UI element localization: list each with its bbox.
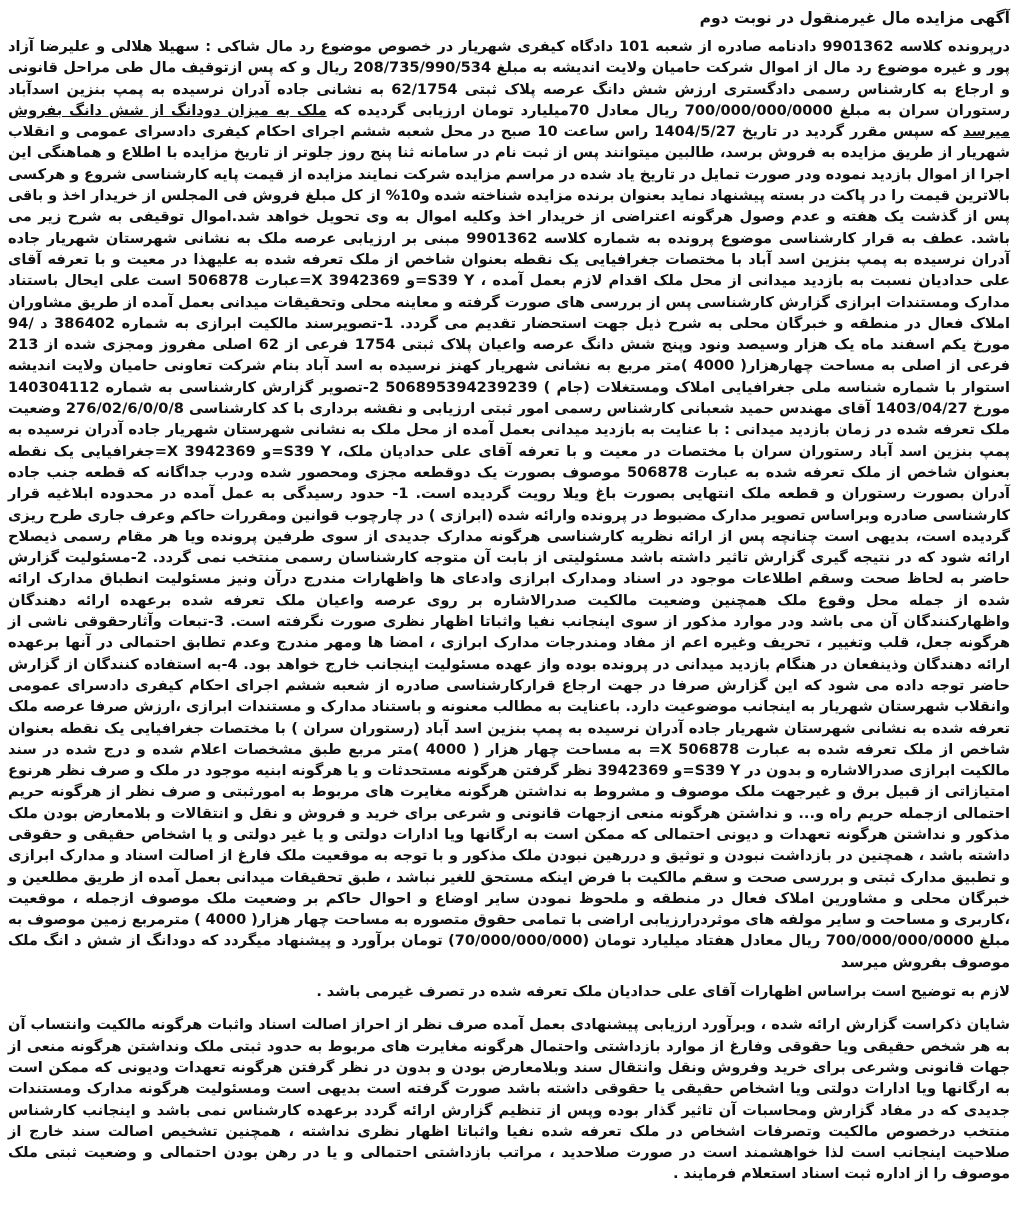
- disclaimer-paragraph: شایان ذکراست گزارش ارائه شده ، وبرآورد ارزیابی پیشنهادی بعمل آمده صرف نظر از احراز اصالت اسناد واثبات هرگونه مالکیت وانتساب آن به هر شخص حقیقی ویا حقوقی وفارغ از موارد بازداشتی واحتمال هرگونه مغایرت های مربوط به حدود ثبتی ملک ونداشتن هرگونه منعی از جهات قانونی وشرعی برای خرید وفروش ونقل وانتقال سند وبلامعارض بودن و بدون در نظر گرفتن هرگونه تعهدات ودیونی که ممکن است به ارگانها ویا ادارات دولتی ویا اشخاص حقیقی یا حقوقی داشته باشد صورت گرفته است بدیهی است ومسئولیت هرگونه مدارک ومستندات جدیدی که در مفاد گزارش ومحاسبات آن تاثیر گذار بوده وپس از تنظیم گزارش ارائه گردد برعهده کارشناس نمی باشد و اینجانب کارشناس منتخب درخصوص مالکیت وتصرفات اشخاص در ملک تعرفه شده نفیا واثباتا اظهار نظری نداشته ، همچنین تشخیص اصالت سند خارج از صلاحیت اینجانب است لذا خواهشمند است در صورت صلاحدید ، مراتب بازداشتی احتمالی و یا در رهن بودن احتمالی و وضعیت ثبتی ملک موصوف را از اداره ثبت اسناد استعلام فرمایند .: [8, 1016, 1010, 1183]
- main-paragraph-underlined-clause: ملک به میزان دودانگ از شش دانگ بفروش میرسد: [8, 101, 1011, 141]
- main-paragraph-intro: درپرونده کلاسه 9901362 دادنامه صادره از شعبه 101 دادگاه کیفری شهریار در خصوص موضوع رد مال شاکی : سهیلا هلالی و علیرضا آزاد پور و غیره موضوع رد مال از اموال شرکت حامیان ولایت اندیشه به مبلغ 208/735/990/534 ریال و که پس ازتوقیف مال طی مراحل قانونی و ارجاع به کارشناس رسمی دادگستری ارزش شش دانگ عرصه پلاک ثبتی 62/1754 به نشانی جاده آدران نرسیده به پمپ بنزین اسدآباد رستوران سران به مبلغ 700/000/000/0000 ریال معادل 70میلیارد تومان ارزیابی گردیده که: [8, 38, 1011, 119]
- auction-notice-document: [8, 6, 1010, 1203]
- notice-title: آگهی مزایده مال غیرمنقول در نوبت دوم: [699, 9, 1010, 27]
- possession-note-paragraph: لازم به توضیح است براساس اظهارات آقای علی حدادیان ملک تعرفه شده در تصرف غیرمی باشد .: [316, 983, 1010, 1001]
- notice-main-paragraph: [8, 36, 1010, 973]
- main-paragraph-body: که سپس مقرر گردید در تاریخ 1404/5/27 راس ساعت 10 صبح در محل شعبه ششم اجرای احکام کیفری دادسرای عمومی و انقلاب شهریار از طریق مزایده به فروش برسد، طالبین میتوانند پس از ثبت نام در سامانه ثنا پنج روز جلوتر از تاریخ مزایده با اطلاع و هماهنگی این اجرا از اموال بازدید نموده ودر صورت تمایل در تاریخ یاد شده در مراسم مزایده شرکت نمایند مزایده از قیمت پایه کارشناسی شروع و هرکسی بالاترین قیمت را در پاکت در بسته پیشنهاد نماید بعنوان برنده مزایده شناخته شده و10% از کل مبلغ فروش فی المجلس از خریدار اخذ و باقی پس از گذشت یک هفته و عدم وصول هرگونه اعتراضی از خریدار اخذ وکلیه اموال به وی تحویل خواهد شد.اموال توقیفی به شرح زیر می باشد. عطف به قرار کارشناسی موضوع پرونده به شماره کلاسه 9901362 مبنی بر ارزیابی عرصه ملک به نشانی شهرستان شهریار جاده آدران نرسیده به پمپ بنزین اسد آباد با مختصات جغرافیایی یک نقطه بعنوان شاخص از ملک تعرفه شده به علیهذا در معیت و با تعرفه آقای علی حدادیان نسبت به بازدید میدانی از محل ملک اقدام لازم بعمل آمده ، S39 Y=و 3942369 X=عبارت 506878 است علی ایحال باستناد مدارک ومستندات ابرازی گزارش کارشناسی پس از بررسی های صورت گرفته و معاینه محلی وتحقیقات میدانی بعمل آمده از طریق مشاوران املاک فعال در منطقه و خبرگان محلی به شرح ذیل جهت استحضار تقدیم می گردد. 1-تصویرسند مالکیت ابرازی به شماره 386402 د /94 مورخ یکم اسفند ماه یک هزار وسیصد ونود وپنج شش دانگ عرصه واعیان پلاک ثبتی 1754 فرعی از 62 اصلی مفروز ومجزی شده از 213 فرعی از اصلی به مساحت چهارهزار( 4000 )متر مربع به نشانی شهریار کهنز نرسیده به اسد آباد بنام شرکت تعاونی حامیان ولایت اندیشه استوار با شماره شناسه ملی جغرافیایی املاک ومستغلات (جام ) 506895394239239 2-تصویر گزارش کارشناسی به شماره 140304112 مورخ 1403/04/27 آقای مهندس حمید شعبانی کارشناس رسمی امور ثبتی ارزیابی و نقشه برداری با کد کارشناسی 276/02/6/0/0/8 وضعیت ملک تعرفه شده در زمان بازدید میدانی : با عنایت به بازدید میدانی بعمل آمده از محل ملک به نشانی شهرستان شهریار جاده آدران نرسیده به پمپ بنزین اسد آباد رستوران سران با مختصات در معیت و با تعرفه آقای علی حدادیان ملک، S39 Y=و 3942369 X=جغرافیایی یک نقطه بعنوان شاخص از ملک تعرفه شده به عبارت 506878 موصوف بصورت یک دوقطعه مجزی ومحصور شده ودرب جداگانه که قطعه جنب جاده آدران بصورت رستوران و قطعه ملک انتهایی بصورت باغ ویلا رویت گردیده است. 1- حدود رسیدگی به عمل آمده در محدوده ابلاغیه قرار کارشناسی صادره وبراساس تصویر مدارک مضبوط در پرونده وارائه شده (ابرازی ) در چارچوب قوانین ومقررات حاکم وعرف جاری طرح ریزی گردیده است، بدیهی است چنانچه پس از ارائه نظریه کارشناسی هرگونه مدارک جدیدی از سوی طرفین پرونده ویا هر مقام رسمی ذیصلاح ارائه شود که در نتیجه گیری گزارش تاثیر داشته باشد مسئولیتی از بابت آن متوجه کارشناسان رسمی منتخب نمی گردد. 2-مسئولیت گزارش حاضر به لحاظ صحت وسقم اطلاعات موجود در اسناد ومدارک ابرازی وادعای ها واظهارات مندرج درآن ونیز مسئولیت انطباق مدارک ارائه شده از جمله محل وقوع ملک همچنین وضعیت مالکیت صدرالاشاره بر روی عرصه واعیان ملک تعرفه شده برعهده ارائه دهندگان واظهارکنندگان آن می باشد ودر موارد مذکور از سوی اینجانب نفیا واثباتا اظهار نظری صورت نگرفته است. 3-تبعات وآثارحقوقی ناشی از هرگونه جعل، قلب وتغییر ، تحریف وغیره اعم از مفاد ومندرجات مدارک ابرازی ، امضا ها ومهر مندرج وعدم تطابق احتمالی در آنها برعهده ارائه دهندگان وذینفعان در هنگام بازدید میدانی در پرونده بوده واز عهده مسئولیت اینجانب خارج خواهد بود. 4-به استفاده کنندگان از گزارش حاضر توجه داده می شود که این گزارش صرفا در جهت ارجاع قرارکارشناسی صادره از شعبه ششم اجرای احکام کیفری دادسرای عمومی وانقلاب شهرستان شهریار به اینجانب موضوعیت دارد. باعنایت به مطالب معنونه و باستناد مدارک و مستندات ابرازی ،ارزش صرفا عرصه ملک تعرفه شده به نشانی شهرستان شهریار جاده آدران نرسیده به پمپ بنزین اسد آباد (رستوران سران ) با مختصات جغرافیایی یک نقطه بعنوان شاخص از ملک تعرفه شده به عبارت 506878 X= به مساحت چهار هزار ( 4000 )متر مربع طبق مشخصات اعلام شده و درج شده در سند مالکیت ابرازی صدرالاشاره و بدون در S39 Y=و 3942369 نظر گرفتن هرگونه مستحدثات و یا هرگونه ابنیه موجود در ملک و صرف نظر هرنوع امتیازاتی از قبیل برق و غیرجهت ملک موصوف و مشروط به نداشتن هرگونه مغایرت های مربوط به امورثبتی و صرف نظر از هرگونه حریم احتمالی ازجمله حریم راه و... و نداشتن هرگونه منعی ازجهات قانونی و شرعی برای خرید و فروش و نقل و انتقالات و بلامعارض بودن ملک مذکور و نداشتن هرگونه تعهدات و دیونی احتمالی که ممکن است به ارگانها ویا ادارات دولتی و یا غیر دولتی و یا اشخاص حقیقی و حقوقی داشته باشد ، همچنین در بازداشت نبودن و توثیق و دررهین نبودن ملک مذکور و با توجه به موقعیت ملک فارغ از اصالت اسناد و مدارک ابرازی و تطبیق مدارک ثبتی و بررسی صحت و سقم مالکیت با فرض اینکه مستحق للغیر نباشد ، طبق تحقیقات میدانی بعمل آمده از طریق مطلعین و خبرگان محلی و مشاورین املاک فعال در منطقه و ملحوظ نمودن سایر اوضاع و احوال حاکم بر وضعیت ملک موصوف ازجمله ، موقعیت ،کاربری و مساحت و سایر مولفه های موثردرارزیابی اراضی با تمامی حقوق متصوره به مساحت چهار هزار( 4000 ) مترمربع زمین موصوف به مبلغ 700/000/000/0000 ریال معادل هفتاد میلیارد تومان (70/000/000/000) تومان برآورد و پیشنهاد میگردد که دودانگ از شش د انگ ملک موصوف بفروش میرسد: [8, 123, 1011, 971]
